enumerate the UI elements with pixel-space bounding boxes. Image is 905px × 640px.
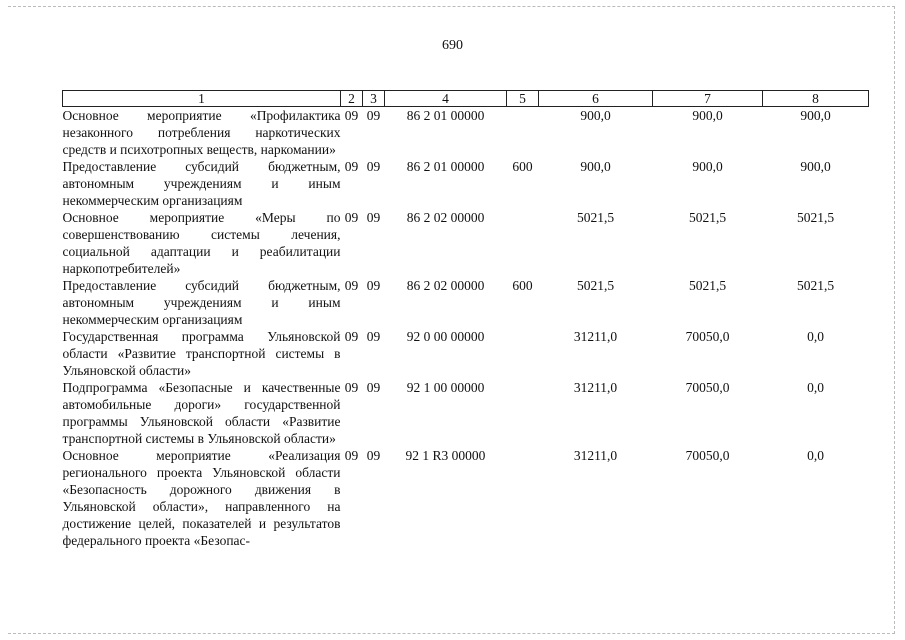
column-header-7: 7 [653, 91, 763, 107]
amount-value: 5021,5 [688, 210, 727, 225]
amount-col6 [539, 328, 653, 379]
expense-type-code [507, 209, 539, 277]
target-article-code: 92 1 R3 00000 [405, 448, 486, 463]
amount-value: 5021,5 [796, 278, 835, 293]
amount-value: 900,0 [692, 108, 723, 123]
column-header-6: 6 [539, 91, 653, 107]
subsection-code: 09 [366, 380, 381, 395]
amount-value: 0,0 [807, 380, 824, 395]
subsection-code: 09 [366, 159, 381, 174]
column-header-5: 5 [507, 91, 539, 107]
amount-col6 [539, 107, 653, 159]
section-code: 09 [344, 108, 359, 123]
amount-col8 [763, 158, 869, 209]
table-row [63, 209, 869, 277]
section-code: 09 [344, 210, 359, 225]
table-row [63, 447, 869, 549]
amount-value: 900,0 [580, 108, 611, 123]
target-article-code: 86 2 01 00000 [406, 159, 485, 174]
subsection-code: 09 [366, 278, 381, 293]
expense-type-code [507, 107, 539, 159]
table-row [63, 277, 869, 328]
target-article-code: 86 2 02 00000 [406, 278, 485, 293]
column-header-1: 1 [63, 91, 341, 107]
amount-col8 [763, 209, 869, 277]
expense-type-code: 600 [512, 159, 533, 174]
section-code: 09 [344, 448, 359, 463]
amount-col8 [763, 328, 869, 379]
amount-col6 [539, 379, 653, 447]
amount-col8 [763, 447, 869, 549]
amount-col7 [653, 277, 763, 328]
row-name: Основное мероприятие «Профилактика незаконного потребления наркотических средств и психотропных веществ, наркомании» [62, 108, 341, 157]
expense-type-code [507, 328, 539, 379]
expense-type-code [507, 447, 539, 549]
target-article-code: 86 2 01 00000 [406, 108, 485, 123]
amount-col7 [653, 328, 763, 379]
row-name: Основное мероприятие «Меры по совершенствованию системы лечения, социальной адаптации и реабилитации наркопотребителей» [62, 210, 341, 276]
target-article-code: 92 0 00 00000 [406, 329, 485, 344]
amount-value: 31211,0 [573, 329, 618, 344]
amount-col7 [653, 379, 763, 447]
column-header-4: 4 [385, 91, 507, 107]
amount-col6 [539, 158, 653, 209]
amount-col7 [653, 447, 763, 549]
amount-col7 [653, 158, 763, 209]
amount-value: 5021,5 [576, 210, 615, 225]
row-name: Предоставление субсидий бюджетным, автономным учреждениям и иным некоммерческим организациям [62, 159, 341, 208]
amount-col8 [763, 277, 869, 328]
section-code: 09 [344, 159, 359, 174]
subsection-code: 09 [366, 329, 381, 344]
amount-value: 70050,0 [685, 448, 730, 463]
budget-table [62, 90, 869, 549]
target-article-code: 92 1 00 00000 [406, 380, 485, 395]
amount-value: 70050,0 [685, 329, 730, 344]
amount-col6 [539, 447, 653, 549]
amount-value: 900,0 [800, 108, 831, 123]
amount-value: 5021,5 [796, 210, 835, 225]
row-name: Основное мероприятие «Реализация регионального проекта Ульяновской области «Безопасность дорожного движения в Ульяновской области», направленного на достижение целей, показателей и результатов федерального проекта «Безопас- [62, 448, 341, 548]
amount-value: 31211,0 [573, 448, 618, 463]
table-row [63, 158, 869, 209]
section-code: 09 [344, 380, 359, 395]
column-header-8: 8 [763, 91, 869, 107]
row-name: Предоставление субсидий бюджетным, автономным учреждениям и иным некоммерческим организациям [62, 278, 341, 327]
row-name: Государственная программа Ульяновской области «Развитие транспортной системы в Ульяновской области» [62, 329, 341, 378]
column-header-3: 3 [363, 91, 385, 107]
subsection-code: 09 [366, 210, 381, 225]
row-name: Подпрограмма «Безопасные и качественные автомобильные дороги» государственной программы Ульяновской области «Развитие транспортной системы в Ульяновской области» [62, 380, 341, 446]
page-number: 690 [442, 38, 463, 53]
amount-value: 5021,5 [688, 278, 727, 293]
amount-value: 900,0 [692, 159, 723, 174]
amount-col6 [539, 277, 653, 328]
amount-value: 900,0 [800, 159, 831, 174]
subsection-code: 09 [366, 108, 381, 123]
table-row [63, 328, 869, 379]
amount-value: 900,0 [580, 159, 611, 174]
amount-col8 [763, 107, 869, 159]
amount-value: 0,0 [807, 329, 824, 344]
amount-col7 [653, 107, 763, 159]
amount-value: 0,0 [807, 448, 824, 463]
amount-value: 31211,0 [573, 380, 618, 395]
amount-value: 70050,0 [685, 380, 730, 395]
table-row [63, 107, 869, 159]
expense-type-code: 600 [512, 278, 533, 293]
amount-value: 5021,5 [576, 278, 615, 293]
table-header-row [63, 91, 869, 107]
table-row [63, 379, 869, 447]
column-header-2: 2 [341, 91, 363, 107]
subsection-code: 09 [366, 448, 381, 463]
expense-type-code [507, 379, 539, 447]
amount-col7 [653, 209, 763, 277]
section-code: 09 [344, 278, 359, 293]
amount-col6 [539, 209, 653, 277]
section-code: 09 [344, 329, 359, 344]
target-article-code: 86 2 02 00000 [406, 210, 485, 225]
amount-col8 [763, 379, 869, 447]
